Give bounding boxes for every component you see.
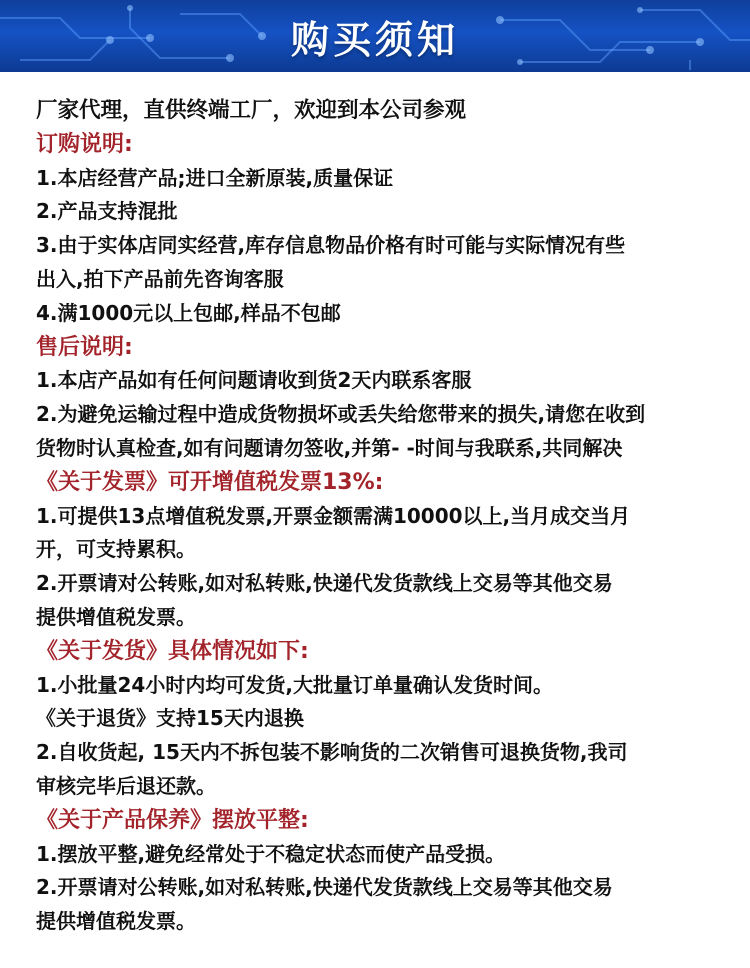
aftersales-line: 2.为避免运输过程中造成货物损坏或丢失给您带来的损失,请您在收到 [36, 402, 646, 427]
invoice-line: 开，可支持累积。 [36, 537, 196, 562]
order-line: 1.本店经营产品;进口全新原装,质量保证 [36, 165, 394, 190]
invoice-line: 1.可提供13点增值税发票,开票金额需满10000以上,当月成交当月 [36, 503, 631, 528]
section-shipping [36, 635, 750, 804]
maintenance-line: 提供增值税发票。 [36, 909, 196, 934]
section-maintenance [36, 804, 750, 939]
intro-text: 厂家代理，直供终端工厂，欢迎到本公司参观 [36, 98, 467, 123]
section-heading-maintenance: 《关于产品保养》摆放平整: [36, 807, 309, 833]
aftersales-line: 1.本店产品如有任何问题请收到货2天内联系客服 [36, 368, 472, 393]
page-title: 购买须知 [290, 17, 459, 62]
order-line: 3.由于实体店同实经营,库存信息物品价格有时可能与实际情况有些 [36, 233, 626, 258]
maintenance-line: 2.开票请对公转账,如对私转账,快递代发货款线上交易等其他交易 [36, 875, 613, 900]
section-heading-order: 订购说明: [36, 131, 133, 157]
shipping-line: 审核完毕后退还款。 [36, 773, 216, 798]
order-line: 2.产品支持混批 [36, 199, 178, 224]
section-heading-shipping: 《关于发货》具体情况如下: [36, 638, 309, 664]
header-banner [0, 0, 750, 72]
notice-body [0, 72, 750, 939]
shipping-line: 1.小批量24小时内均可发货,大批量订单量确认发货时间。 [36, 672, 553, 697]
section-heading-invoice: 《关于发票》可开增值税发票13%: [36, 469, 384, 495]
section-invoice [36, 466, 750, 635]
section-aftersales [36, 331, 750, 466]
shipping-line: 2.自收货起, 15天内不拆包装不影响货的二次销售可退换货物,我司 [36, 740, 628, 765]
section-order [36, 128, 750, 331]
aftersales-line: 货物时认真检查,如有问题请勿签收,并第- -时间与我联系,共同解决 [36, 435, 623, 460]
shipping-line: 《关于退货》支持15天内退换 [36, 706, 304, 731]
invoice-line: 2.开票请对公转账,如对私转账,快递代发货款线上交易等其他交易 [36, 571, 613, 596]
section-heading-aftersales: 售后说明: [36, 334, 133, 360]
maintenance-line: 1.摆放平整,避免经常处于不稳定状态而使产品受损。 [36, 841, 506, 866]
invoice-line: 提供增值税发票。 [36, 604, 196, 629]
order-line: 出入,拍下产品前先咨询客服 [36, 266, 284, 291]
order-line: 4.满1000元以上包邮,样品不包邮 [36, 300, 341, 325]
